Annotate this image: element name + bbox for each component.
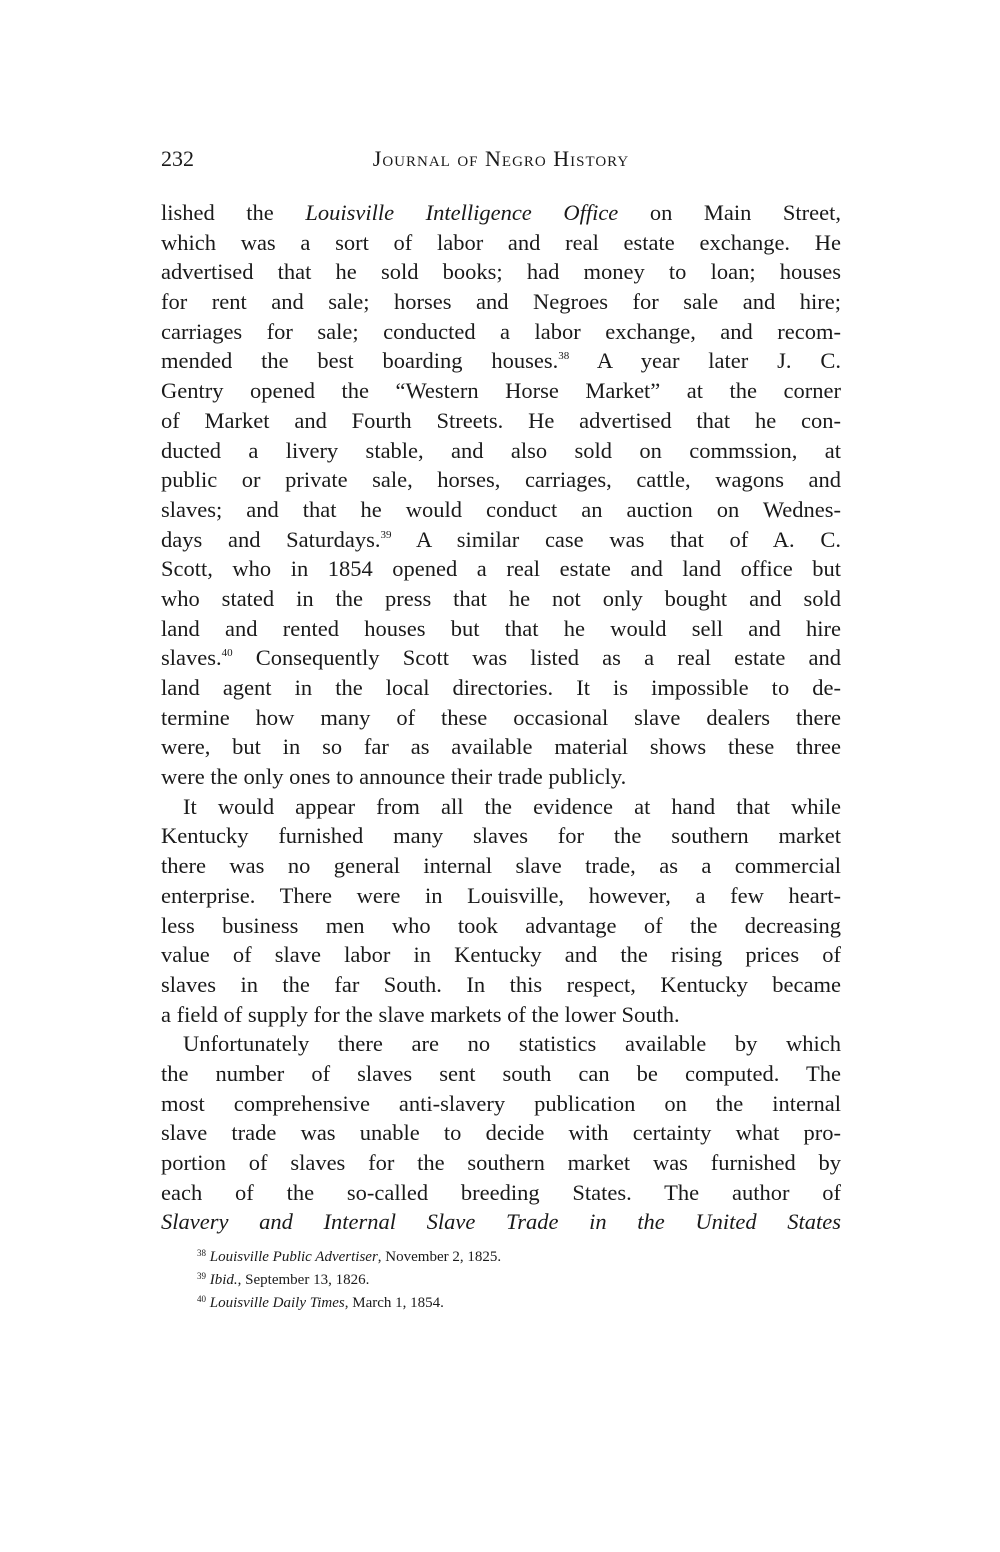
text-line: there was no general internal slave trade, as a commercial [161, 853, 841, 879]
text-line: land and rented houses but that he would sell and hire [161, 615, 841, 641]
text-line: most comprehensive anti-slavery publication on the internal [161, 1090, 841, 1116]
footnote-number: 38 [197, 1248, 206, 1258]
text-line: each of the so-called breeding States. The author of [161, 1179, 841, 1205]
text-line: It would appear from all the evidence at hand that while [183, 793, 841, 819]
paragraph [161, 198, 841, 792]
body-text [161, 198, 841, 1237]
running-title: Journal of Negro History [372, 146, 630, 171]
text-line: advertised that he sold books; had money to loan; houses [161, 259, 841, 285]
text-line: Scott, who in 1854 opened a real estate and land office but [161, 556, 841, 582]
footnote: $^{38}$ Louisville Public Advertiser, November 2, 1825. [197, 1248, 502, 1265]
footnotes [197, 1246, 837, 1315]
text-line: of Market and Fourth Streets. He advertised that he con- [161, 407, 841, 433]
page-header [161, 146, 841, 176]
italic-title: Louisville Public Advertiser [209, 1249, 378, 1265]
text-line: public or private sale, horses, carriages, cattle, wagons and [161, 467, 841, 493]
italic-title: Louisville Daily Times [209, 1295, 345, 1311]
text-line: land agent in the local directories. It is impossible to de- [161, 675, 841, 700]
footnote-ref[interactable]: 40 [221, 647, 233, 660]
text-line: a field of supply for the slave markets of the lower South. [161, 1001, 680, 1027]
footnote: $^{39}$ Ibid., September 13, 1826. [197, 1271, 370, 1288]
footnote-ref[interactable]: 38 [558, 350, 570, 363]
text-line: Gentry opened the “Western Horse Market” at the corner [161, 378, 841, 404]
text-line: were, but in so far as available material shows these three [161, 734, 841, 760]
italic-title: Louisville Intelligence Office [305, 200, 619, 225]
paragraph [161, 792, 841, 1030]
text-line: carriages for sale; conducted a labor exchange, and recom- [161, 318, 841, 344]
page-number: 232 [161, 146, 194, 171]
text-line: Unfortunately there are no statistics available by which [183, 1031, 841, 1057]
text-line: for rent and sale; horses and Negroes for sale and hire; [161, 289, 841, 315]
text-line: value of slave labor in Kentucky and the rising prices of [161, 942, 841, 968]
text-line: Kentucky furnished many slaves for the southern market [161, 823, 841, 849]
text-line: ducted a livery stable, and also sold on commssion, at [161, 437, 841, 463]
paragraph [161, 1029, 841, 1237]
text-line: which was a sort of labor and real estate exchange. He [161, 229, 841, 255]
text-line: were the only ones to announce their trade publicly. [161, 764, 627, 790]
footnote-number: 40 [197, 1294, 206, 1304]
text-line: slaves; and that he would conduct an auction on Wednes- [161, 496, 841, 522]
text-line: the number of slaves sent south can be computed. The [161, 1060, 841, 1086]
text-line: slave trade was unable to decide with certainty what pro- [161, 1120, 841, 1146]
text-line [161, 1207, 841, 1237]
text-line: less business men who took advantage of the decreasing [161, 912, 841, 938]
text-line: days and Saturdays.$^{39}$ A similar case was that of A. C. [161, 526, 841, 552]
italic-title: Slavery and Internal Slave Trade in the United States [161, 1209, 841, 1235]
text-line: portion of slaves for the southern market was furnished by [161, 1150, 841, 1175]
footnote-ref[interactable]: 39 [380, 528, 392, 541]
footnote: $^{40}$ Louisville Daily Times, March 1, 1854. [197, 1294, 444, 1311]
text-line: enterprise. There were in Louisville, however, a few heart- [161, 882, 841, 908]
text-line: lished the Louisville Intelligence Office on Main Street, [161, 200, 841, 225]
text-line: who stated in the press that he not only bought and sold [161, 585, 841, 611]
text-line: mended the best boarding houses.$^{38}$ A year later J. C. [161, 348, 842, 374]
italic-title: Ibid. [209, 1272, 238, 1288]
text-line: slaves in the far South. In this respect, Kentucky became [161, 971, 841, 997]
text-line: termine how many of these occasional slave dealers there [161, 704, 841, 730]
footnote-number: 39 [197, 1271, 206, 1281]
text-line: slaves.$^{40}$ Consequently Scott was listed as a real estate and [161, 645, 841, 671]
